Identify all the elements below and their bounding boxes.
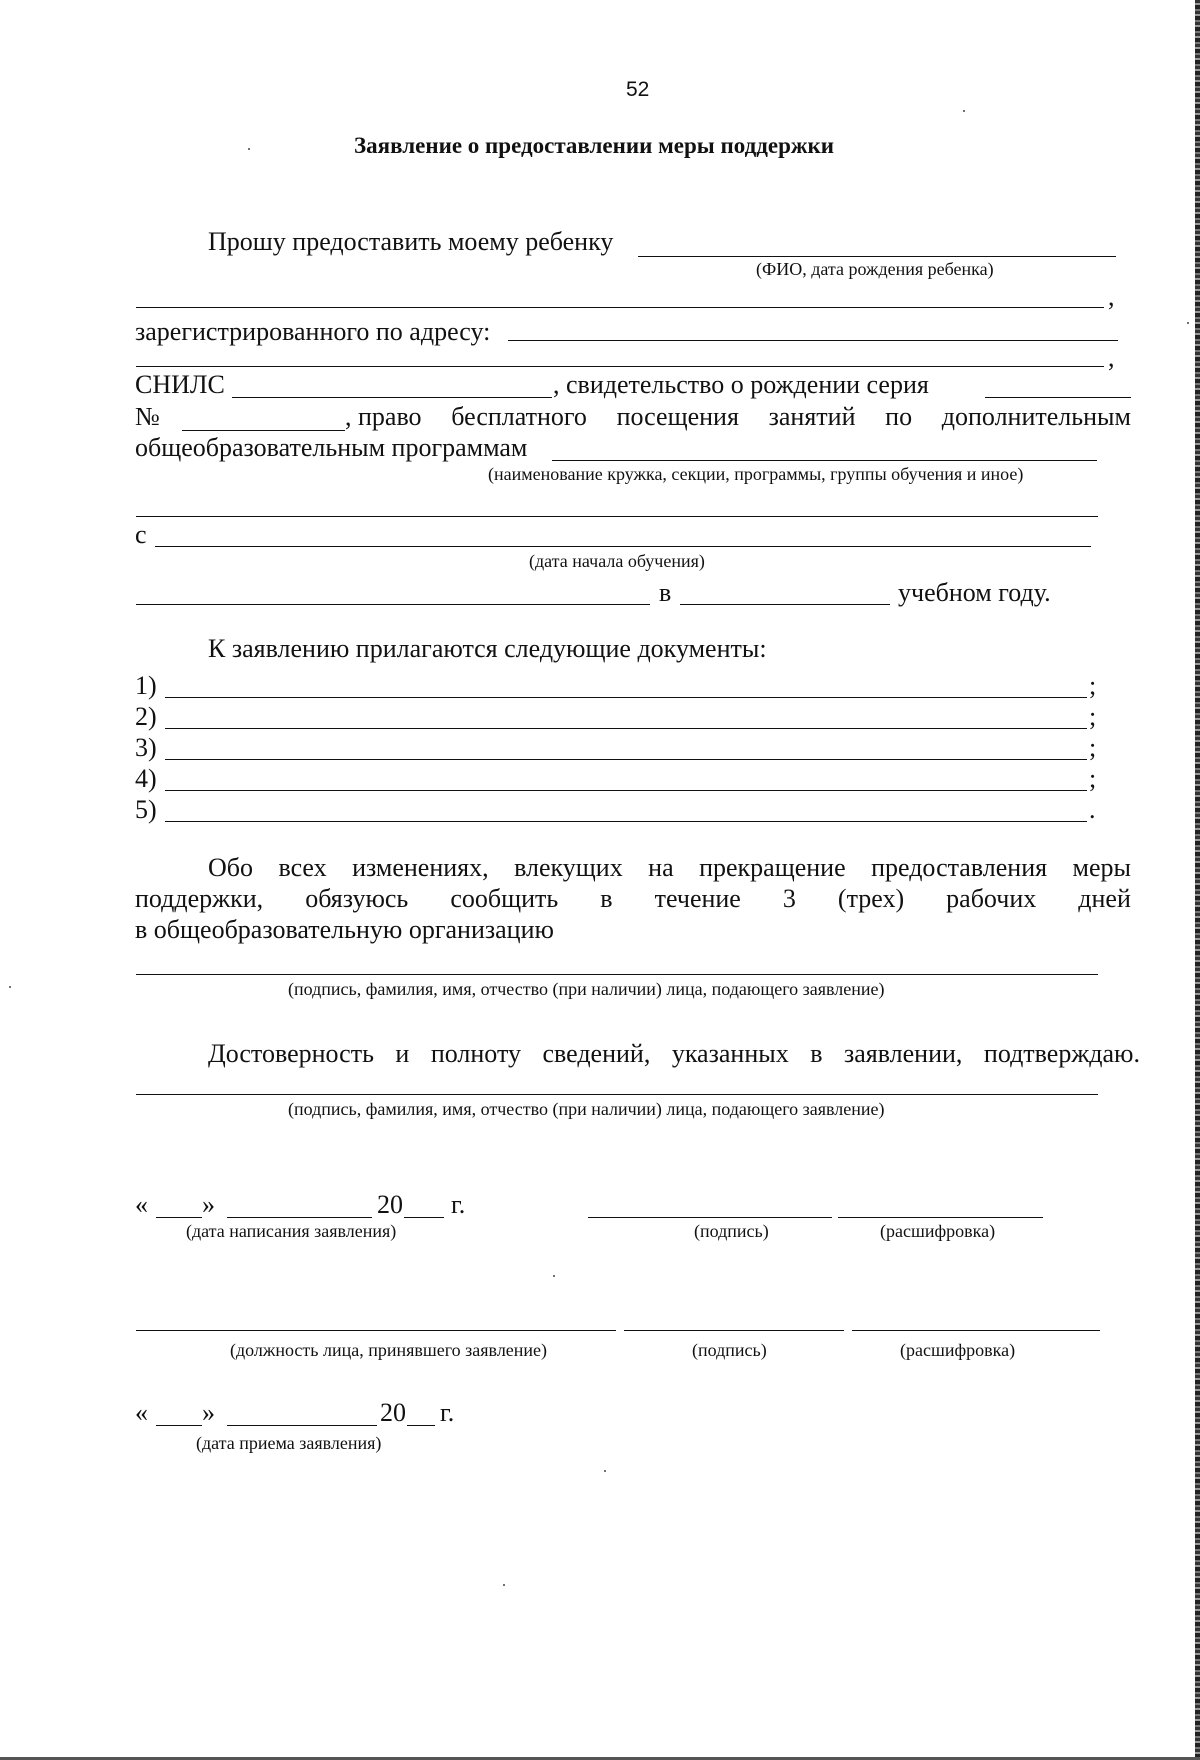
word: обязуюсь [305,884,409,913]
acceptor-position-caption: (должность лица, принявшего заявление) [230,1340,548,1360]
word: занятий [768,402,856,431]
school-year-field[interactable] [680,604,890,605]
birth-certificate-series-field[interactable] [985,397,1131,398]
signature-field[interactable] [588,1217,832,1218]
obligation-line-3: в общеобразовательную организацию [135,915,554,944]
scan-edge [1195,0,1200,1760]
school-year-label: учебном году. [898,578,1051,607]
start-date-caption: (дата начала обучения) [529,551,705,571]
signature-decoding-field[interactable] [838,1217,1043,1218]
start-date-field[interactable] [155,546,1091,547]
open-quote: « [135,1190,148,1219]
word: по [885,402,913,431]
document-item-field[interactable] [165,821,1087,822]
acceptor-signature-field[interactable] [624,1330,844,1331]
child-name-continuation-field[interactable] [136,307,1104,308]
word: Обо [208,853,254,882]
scan-speck [553,1275,555,1277]
word: указанных [671,1039,789,1068]
document-item-end: . [1089,795,1096,824]
word: , право [345,402,422,431]
child-name-field[interactable] [638,256,1116,257]
acceptor-decoding-field[interactable] [852,1330,1100,1331]
word: на [648,853,674,882]
documents-heading: К заявлению прилагаются следующие документы: [208,634,767,663]
document-item-number: 1) [135,671,157,700]
address-field[interactable] [508,340,1118,341]
signature-caption: (подпись) [694,1221,769,1241]
word: поддержки, [135,884,264,913]
document-item-field[interactable] [165,728,1087,729]
word: дней [1078,884,1131,913]
scan-speck [9,986,11,988]
birth-certificate-label: , свидетельство о рождении серия [553,370,929,399]
scan-speck [503,1584,505,1586]
word: изменениях, [352,853,489,882]
word: дополнительным [941,402,1131,431]
year-prefix: 20 [380,1398,406,1427]
document-item-end: ; [1089,671,1097,700]
year-suffix: г. [451,1190,466,1219]
acceptance-date-caption: (дата приема заявления) [196,1433,382,1453]
comma: , [1108,282,1115,311]
snils-field[interactable] [232,397,552,398]
day-field[interactable] [156,1425,202,1426]
word: Достоверность [208,1039,374,1068]
request-text: Прошу предоставить моему ребенку [208,227,614,256]
page-number: 52 [626,78,650,101]
program-name-field[interactable] [552,460,1097,461]
document-item-number: 2) [135,702,157,731]
year-suffix: г. [440,1398,455,1427]
word: посещения [616,402,739,431]
applicant-signature-field[interactable] [136,974,1098,975]
word: влекущих [514,853,623,882]
month-field[interactable] [227,1217,372,1218]
programs-label: общеобразовательным программам [135,433,528,462]
confirmation-signature-caption: (подпись, фамилия, имя, отчество (при наличии) лица, подающего заявление) [288,1099,885,1119]
close-quote: » [202,1398,215,1427]
program-name-continuation-field[interactable] [136,516,1098,517]
word: рабочих [946,884,1037,913]
confirmation-line [208,1039,1140,1069]
program-name-caption: (наименование кружка, секции, программы, группы обучения и иное) [488,464,1024,484]
word: всех [278,853,327,882]
confirmation-signature-field[interactable] [136,1094,1098,1095]
document-item-end: ; [1089,764,1097,793]
scan-speck [248,148,250,150]
in-label: в [659,578,672,607]
birth-certificate-number-field[interactable] [182,430,345,431]
child-name-caption: (ФИО, дата рождения ребенка) [756,259,994,279]
document-item-end: ; [1089,702,1097,731]
day-field[interactable] [156,1217,202,1218]
scan-speck [963,110,965,112]
obligation-line-2 [135,884,1131,914]
close-quote: » [202,1190,215,1219]
document-item-field[interactable] [165,790,1087,791]
application-date-caption: (дата написания заявления) [186,1221,397,1241]
applicant-signature-caption: (подпись, фамилия, имя, отчество (при наличии) лица, подающего заявление) [288,979,885,999]
word: полноту [430,1039,521,1068]
document-item-field[interactable] [165,759,1087,760]
document-item-number: 3) [135,733,157,762]
number-sign: № [135,402,160,431]
word: и [395,1039,410,1068]
scan-speck [604,1470,606,1472]
registered-address-label: зарегистрированного по адресу: [135,317,491,346]
open-quote: « [135,1398,148,1427]
year-field[interactable] [407,1425,435,1426]
word: подтверждаю. [983,1039,1140,1068]
word: в [810,1039,823,1068]
year-prefix: 20 [377,1190,403,1219]
document-item-number: 4) [135,764,157,793]
word: сведений, [542,1039,651,1068]
snils-label: СНИЛС [135,370,225,399]
address-continuation-field[interactable] [136,366,1104,367]
from-label: с [135,520,147,549]
word: сообщить [450,884,559,913]
word: 3 [782,884,796,913]
document-item-number: 5) [135,795,157,824]
document-title: Заявление о предоставлении меры поддержки [354,133,835,158]
word: предоставления [871,853,1048,882]
word: в [600,884,613,913]
free-attendance-line [345,402,1131,432]
document-item-end: ; [1089,733,1097,762]
document-item-field[interactable] [165,697,1087,698]
acceptor-decoding-caption: (расшифровка) [900,1340,1016,1360]
word: течение [654,884,741,913]
word: прекращение [699,853,846,882]
obligation-line-1 [208,853,1131,883]
word: (трех) [837,884,905,913]
word: бесплатного [451,402,587,431]
start-date-continuation-field[interactable] [136,604,650,605]
month-field[interactable] [227,1425,377,1426]
scan-speck [1187,322,1189,324]
word: меры [1072,853,1131,882]
acceptor-signature-caption: (подпись) [692,1340,767,1360]
decoding-caption: (расшифровка) [880,1221,996,1241]
comma: , [1108,343,1115,372]
acceptor-position-field[interactable] [136,1330,616,1331]
word: заявлении, [843,1039,963,1068]
year-field[interactable] [404,1217,444,1218]
